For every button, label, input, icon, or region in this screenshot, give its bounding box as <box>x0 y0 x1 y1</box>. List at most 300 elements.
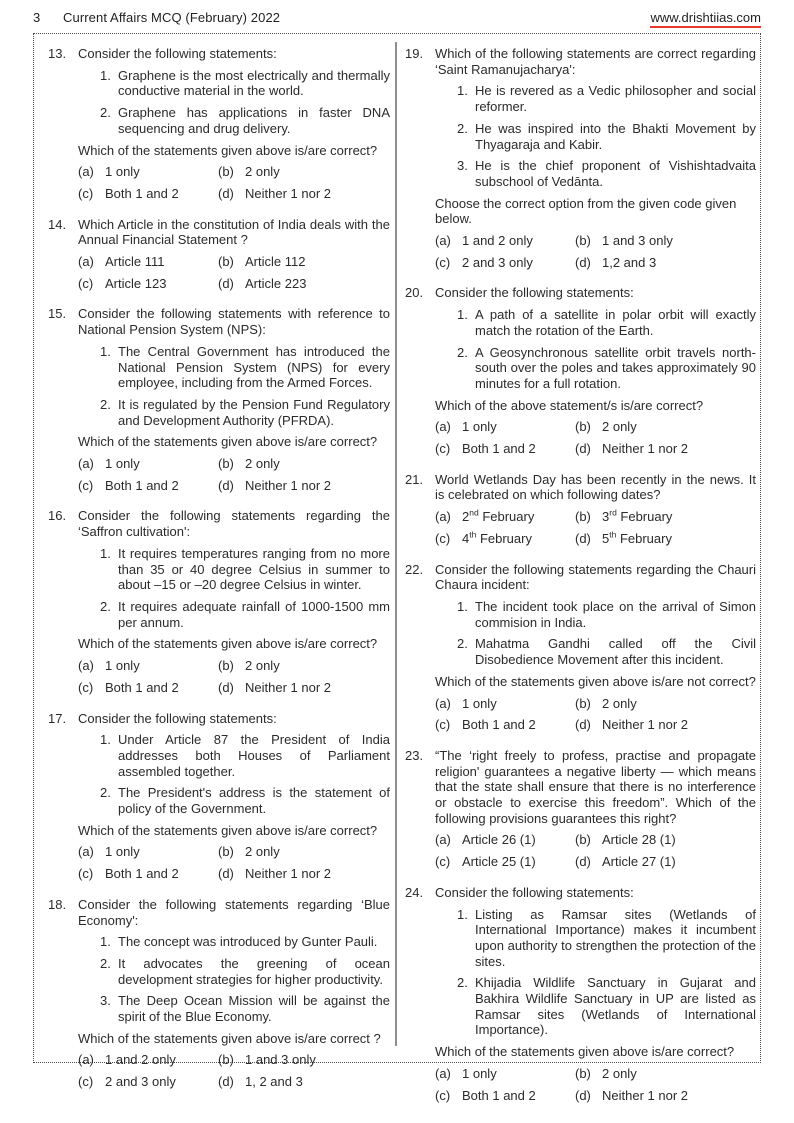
option-text-base: 2 <box>462 509 470 525</box>
question-text: “The ‘right freely to profess, practise and propagate religion' guarantees a negative liberty — which means that the state shall ensure that there is no interference or obstacle to exercise this freedom”. Which of the following provisions guarantees this right? <box>435 747 756 826</box>
option-label: (a) <box>435 1065 451 1081</box>
statement-item <box>100 68 390 99</box>
option-item <box>575 1066 756 1082</box>
option-label: (a) <box>435 233 451 249</box>
question-number: 18. <box>48 896 67 912</box>
option-item <box>435 255 575 271</box>
option-label: (d) <box>575 530 591 546</box>
option-text: 1 only <box>462 695 497 711</box>
option-item <box>218 478 390 494</box>
option-text: 1 and 2 only <box>462 233 533 249</box>
option-label: (a) <box>78 658 94 674</box>
statement-number: 1. <box>100 67 111 83</box>
option-label: (d) <box>575 717 591 733</box>
statement-number: 1. <box>457 598 468 614</box>
statement-item <box>100 732 390 779</box>
option-text-rest: February <box>476 530 532 546</box>
option-ordinal-suffix: rd <box>609 507 617 518</box>
statement-text: A Geosynchronous satellite orbit travels north-south over the poles and takes approximately 90 minutes for a full rotation. <box>475 344 756 391</box>
option-text: 2 and 3 only <box>105 1074 176 1090</box>
document-title: Current Affairs MCQ (February) 2022 <box>63 10 281 25</box>
option-item <box>218 186 390 202</box>
question-header <box>405 748 756 870</box>
option-text: Article 111 <box>105 254 165 270</box>
question-prompt: Which of the statements given above is/are correct? <box>78 822 378 838</box>
question-prompt: Which of the statements given above is/are correct? <box>435 1044 735 1060</box>
option-item <box>218 658 390 674</box>
option-item <box>575 509 756 525</box>
option-label: (d) <box>575 441 591 457</box>
option-text: 1 only <box>462 419 497 435</box>
statement-text: The incident took place on the arrival of Simon commision in India. <box>475 598 756 630</box>
options-grid <box>78 456 390 493</box>
question-number: 15. <box>48 306 67 322</box>
question-prompt: Which of the statements given above is/are not correct? <box>435 673 756 689</box>
option-text: Both 1 and 2 <box>462 441 536 457</box>
option-label: (c) <box>78 679 94 695</box>
option-ordinal-suffix: nd <box>469 507 479 518</box>
question-body <box>78 217 390 292</box>
option-label: (c) <box>78 185 94 201</box>
option-text <box>462 509 534 525</box>
question-block <box>48 508 390 695</box>
option-label: (b) <box>575 233 591 249</box>
option-label: (b) <box>218 456 234 472</box>
question-header <box>48 306 390 493</box>
question-header <box>405 562 756 733</box>
question-body <box>435 562 756 733</box>
option-label: (d) <box>218 1074 234 1090</box>
statement-number: 2. <box>457 120 468 136</box>
question-body <box>435 885 756 1103</box>
option-label: (b) <box>218 254 234 270</box>
option-text: 1 only <box>105 844 140 860</box>
question-text: Consider the following statements: <box>78 710 277 726</box>
option-item <box>435 717 575 733</box>
option-item <box>218 844 390 860</box>
option-label: (c) <box>435 1087 451 1103</box>
question-text: World Wetlands Day has been recently in the news. It is celebrated on which following dates? <box>435 471 756 503</box>
statement-text: The President's address is the statement of policy of the Government. <box>118 785 390 817</box>
question-text: Which Article in the constitution of India deals with the Annual Financial Statement ? <box>78 216 390 248</box>
statement-number: 1. <box>457 307 468 323</box>
statement-text: The Deep Ocean Mission will be against the spirit of the Blue Economy. <box>118 993 390 1025</box>
statement-text: It requires temperatures ranging from no more than 35 or 40 degree Celsius in summer to about –15 or –20 degree Celsius in winter. <box>118 545 390 593</box>
option-item <box>78 186 218 202</box>
statement-item <box>457 83 756 114</box>
option-text: Article 223 <box>245 275 307 291</box>
option-text: 2 only <box>245 164 280 180</box>
option-label: (c) <box>435 717 451 733</box>
statement-item <box>100 599 390 630</box>
options-grid <box>435 832 756 869</box>
statement-item <box>100 956 390 987</box>
question-number: 22. <box>405 561 424 577</box>
option-item <box>435 419 575 435</box>
statement-item <box>100 934 390 950</box>
option-item <box>435 854 575 870</box>
option-item <box>435 233 575 249</box>
statement-item <box>100 344 390 391</box>
option-text: Article 25 (1) <box>462 854 536 870</box>
question-text: Which of the following statements are correct regarding ‘Saint Ramanujacharya': <box>435 46 756 77</box>
option-label: (c) <box>435 854 451 870</box>
option-text: 2 only <box>602 695 637 711</box>
option-label: (c) <box>78 477 94 493</box>
option-item <box>218 1052 390 1068</box>
question-number: 20. <box>405 285 424 301</box>
question-number: 13. <box>48 46 67 61</box>
option-label: (c) <box>78 275 94 291</box>
question-prompt: Which of the statements given above is/are correct? <box>78 636 378 652</box>
question-block <box>405 46 756 270</box>
option-item <box>78 456 218 472</box>
option-text: Article 26 (1) <box>462 832 536 848</box>
question-header <box>48 46 390 202</box>
statement-text: He is revered as a Vedic philosopher and social reformer. <box>475 83 756 115</box>
question-block <box>405 562 756 733</box>
option-label: (b) <box>218 1052 234 1068</box>
option-label: (b) <box>575 509 591 525</box>
option-item <box>435 1088 575 1104</box>
option-text: Neither 1 nor 2 <box>245 679 331 695</box>
statement-item <box>457 345 756 392</box>
option-text: 2 only <box>245 456 280 472</box>
page-number: 3 <box>33 10 41 25</box>
statement-text: It advocates the greening of ocean development strategies for higher productivity. <box>118 955 390 987</box>
question-block <box>48 711 390 882</box>
question-body <box>435 472 756 547</box>
option-text: Article 27 (1) <box>602 854 676 870</box>
option-item <box>435 509 575 525</box>
option-item <box>435 531 575 547</box>
option-ordinal-suffix: th <box>469 529 477 540</box>
option-item <box>435 696 575 712</box>
option-text <box>602 509 672 525</box>
statement-item <box>100 993 390 1024</box>
option-item <box>575 531 756 547</box>
statement-number: 2. <box>100 785 111 801</box>
question-body <box>78 897 390 1090</box>
option-label: (d) <box>218 679 234 695</box>
option-text: Neither 1 nor 2 <box>245 866 331 882</box>
option-item <box>575 696 756 712</box>
option-item <box>218 456 390 472</box>
question-header <box>405 46 756 270</box>
option-item <box>78 866 218 882</box>
option-text <box>602 531 672 547</box>
option-text: Both 1 and 2 <box>462 717 536 733</box>
question-body <box>435 46 756 270</box>
option-item <box>218 866 390 882</box>
statement-item <box>457 975 756 1038</box>
statement-number: 2. <box>100 105 111 121</box>
option-text: 1 and 3 only <box>602 233 673 249</box>
option-item <box>78 254 218 270</box>
option-text: 1 and 3 only <box>245 1052 316 1068</box>
option-ordinal-suffix: th <box>609 529 617 540</box>
question-body <box>78 508 390 695</box>
question-number: 17. <box>48 710 67 726</box>
option-item <box>575 441 756 457</box>
question-prompt: Which of the statements given above is/are correct ? <box>78 1030 381 1046</box>
option-label: (a) <box>78 1052 94 1068</box>
statement-number: 3. <box>457 158 468 174</box>
option-item <box>575 717 756 733</box>
option-text: 1 and 2 only <box>105 1052 176 1068</box>
question-header <box>405 885 756 1103</box>
statement-number: 2. <box>457 344 468 360</box>
option-item <box>78 1074 218 1090</box>
option-text: 1 only <box>105 658 140 674</box>
question-header <box>405 472 756 547</box>
option-text: 1 only <box>105 456 140 472</box>
statement-item <box>457 636 756 667</box>
option-text: Neither 1 nor 2 <box>245 185 331 201</box>
option-label: (a) <box>78 164 94 180</box>
option-item <box>575 854 756 870</box>
option-label: (a) <box>78 456 94 472</box>
option-item <box>78 844 218 860</box>
question-block <box>405 285 756 456</box>
statement-text: Under Article 87 the President of India addresses both Houses of Parliament assembled together. <box>118 732 390 779</box>
question-body <box>78 306 390 493</box>
statement-text: He is the chief proponent of Vishishtadvaita subschool of Vedānta. <box>475 158 756 189</box>
statement-text: It requires adequate rainfall of 1000-1500 mm per annum. <box>118 598 390 630</box>
option-text-base: 5 <box>602 530 610 546</box>
option-text: Neither 1 nor 2 <box>602 441 688 457</box>
option-label: (d) <box>218 185 234 201</box>
option-text: 2 only <box>245 844 280 860</box>
statement-item <box>457 158 756 189</box>
option-text: 1,2 and 3 <box>602 254 657 270</box>
options-grid <box>435 1066 756 1103</box>
option-text: 2 only <box>602 1065 637 1081</box>
option-text-base: 4 <box>462 530 470 546</box>
question-body <box>78 711 390 882</box>
question-number: 24. <box>405 884 424 900</box>
option-item <box>78 276 218 292</box>
statement-number: 1. <box>457 83 468 99</box>
statement-number: 2. <box>457 975 468 991</box>
website-link[interactable]: www.drishtiias.com <box>650 10 761 28</box>
question-number: 19. <box>405 46 424 61</box>
option-label: (c) <box>435 530 451 546</box>
option-item <box>435 832 575 848</box>
option-text: Both 1 and 2 <box>105 866 179 882</box>
options-grid <box>78 164 390 201</box>
option-label: (d) <box>575 254 591 270</box>
option-text: Both 1 and 2 <box>105 679 179 695</box>
option-item <box>575 255 756 271</box>
question-text: Consider the following statements: <box>435 884 634 900</box>
statement-item <box>100 785 390 816</box>
statement-item <box>100 105 390 136</box>
question-header <box>405 285 756 456</box>
option-text: Neither 1 nor 2 <box>602 1087 688 1103</box>
options-grid <box>435 509 756 546</box>
option-label: (b) <box>575 419 591 435</box>
statement-number: 3. <box>100 993 111 1009</box>
option-label: (a) <box>78 844 94 860</box>
question-body <box>435 748 756 870</box>
options-grid <box>78 844 390 881</box>
statement-number: 1. <box>100 343 111 359</box>
options-grid <box>78 658 390 695</box>
option-item <box>78 680 218 696</box>
question-header <box>48 217 390 292</box>
option-text-rest: February <box>478 509 535 525</box>
option-text: 1 only <box>105 164 140 180</box>
option-text: 1, 2 and 3 <box>245 1074 303 1090</box>
question-header <box>48 711 390 882</box>
question-text: Consider the following statements: <box>78 46 277 61</box>
option-label: (d) <box>575 854 591 870</box>
page-header <box>33 10 761 28</box>
questions-column-left <box>34 34 395 1090</box>
options-grid <box>435 233 756 270</box>
options-grid <box>435 696 756 733</box>
question-text: Consider the following statements regarding the ‘Saffron cultivation': <box>78 508 390 540</box>
option-text: Neither 1 nor 2 <box>602 717 688 733</box>
option-label: (b) <box>575 695 591 711</box>
option-label: (a) <box>435 419 451 435</box>
option-label: (a) <box>435 695 451 711</box>
option-text: Neither 1 nor 2 <box>245 477 331 493</box>
options-grid <box>78 254 390 291</box>
option-label: (d) <box>218 866 234 882</box>
question-block <box>48 217 390 292</box>
statement-number: 1. <box>457 906 468 922</box>
option-item <box>575 832 756 848</box>
question-block <box>405 472 756 547</box>
option-text <box>462 531 532 547</box>
statement-number: 2. <box>457 636 468 652</box>
option-text: Article 112 <box>245 254 306 270</box>
option-item <box>78 478 218 494</box>
option-label: (c) <box>78 866 94 882</box>
option-label: (c) <box>78 1074 94 1090</box>
statement-number: 1. <box>100 732 111 748</box>
option-text: 2 only <box>602 419 637 435</box>
question-block <box>405 748 756 870</box>
option-label: (a) <box>435 509 451 525</box>
statement-text: The Central Government has introduced the National Pension System (NPS) for every employee, including from the Armed Forces. <box>118 343 390 391</box>
options-grid <box>78 1052 390 1089</box>
option-item <box>435 441 575 457</box>
option-text: Both 1 and 2 <box>105 185 179 201</box>
option-label: (a) <box>78 254 94 270</box>
option-text: 2 only <box>245 658 280 674</box>
option-label: (d) <box>218 477 234 493</box>
option-text: Both 1 and 2 <box>105 477 179 493</box>
question-block <box>48 306 390 493</box>
option-text: Both 1 and 2 <box>462 1087 536 1103</box>
option-label: (c) <box>435 254 451 270</box>
option-item <box>78 1052 218 1068</box>
option-label: (c) <box>435 441 451 457</box>
option-item <box>575 233 756 249</box>
statement-number: 2. <box>100 396 111 412</box>
question-block <box>48 46 390 202</box>
option-item <box>218 276 390 292</box>
statement-item <box>100 397 390 428</box>
question-number: 16. <box>48 508 67 524</box>
statement-item <box>457 599 756 630</box>
option-item <box>218 1074 390 1090</box>
option-text-rest: February <box>616 509 673 525</box>
option-text: 2 and 3 only <box>462 254 533 270</box>
statement-number: 2. <box>100 598 111 614</box>
option-text: Article 28 (1) <box>602 832 676 848</box>
option-item <box>218 164 390 180</box>
option-item <box>78 164 218 180</box>
statement-text: Mahatma Gandhi called off the Civil Disobedience Movement after this incident. <box>475 636 756 668</box>
option-item <box>78 658 218 674</box>
option-text: Article 123 <box>105 275 167 291</box>
option-label: (d) <box>218 275 234 291</box>
question-prompt: Which of the above statement/s is/are correct? <box>435 397 704 413</box>
statement-text: Listing as Ramsar sites (Wetlands of International Importance) makes it incumbent upon authority to strengthen the protection of the sites. <box>475 906 756 969</box>
option-label: (b) <box>575 1065 591 1081</box>
option-label: (b) <box>218 164 234 180</box>
questions-column-right <box>397 34 758 1103</box>
statement-text: It is regulated by the Pension Fund Regulatory and Development Authority (PFRDA). <box>118 396 390 428</box>
option-label: (d) <box>575 1087 591 1103</box>
statement-text: Khijadia Wildlife Sanctuary in Gujarat and Bakhira Wildlife Sanctuary in UP are listed as Ramsar sites (Wetlands of International Importance). <box>475 975 756 1038</box>
question-text: Consider the following statements: <box>435 285 634 301</box>
option-item <box>575 1088 756 1104</box>
option-label: (b) <box>575 832 591 848</box>
statement-text: A path of a satellite in polar orbit will exactly match the rotation of the Earth. <box>475 307 756 338</box>
statement-item <box>457 907 756 970</box>
question-text: Consider the following statements with reference to National Pension System (NPS): <box>78 306 390 338</box>
question-block <box>48 897 390 1090</box>
option-item <box>435 1066 575 1082</box>
statement-text: The concept was introduced by Gunter Pauli. <box>118 934 378 950</box>
question-number: 21. <box>405 471 424 487</box>
option-text-base: 3 <box>602 509 610 525</box>
options-grid <box>435 419 756 456</box>
question-number: 23. <box>405 747 424 763</box>
question-prompt: Choose the correct option from the given code given below. <box>435 195 737 227</box>
question-number: 14. <box>48 216 67 232</box>
question-header <box>48 508 390 695</box>
statement-item <box>457 307 756 338</box>
option-item <box>575 419 756 435</box>
question-prompt: Which of the statements given above is/are correct? <box>78 434 378 450</box>
statement-text: Graphene is the most electrically and thermally conductive material in the world. <box>118 67 390 99</box>
statement-number: 1. <box>100 545 111 561</box>
statement-number: 1. <box>100 934 111 950</box>
page-border-box <box>33 33 761 1103</box>
option-item <box>218 254 390 270</box>
statement-text: He was inspired into the Bhakti Movement by Thyagaraja and Kabir. <box>475 120 756 152</box>
question-text: Consider the following statements regarding ‘Blue Economy': <box>78 896 390 928</box>
question-header <box>48 897 390 1090</box>
question-prompt: Which of the statements given above is/are correct? <box>78 142 378 158</box>
question-body <box>435 285 756 456</box>
option-label: (a) <box>435 832 451 848</box>
question-text: Consider the following statements regarding the Chauri Chaura incident: <box>435 561 756 593</box>
statement-item <box>100 546 390 593</box>
option-text: 1 only <box>462 1065 497 1081</box>
question-body <box>78 46 390 202</box>
question-block <box>405 885 756 1103</box>
statement-number: 2. <box>100 955 111 971</box>
statement-text: Graphene has applications in faster DNA sequencing and drug delivery. <box>118 105 390 136</box>
option-text-rest: February <box>616 530 672 546</box>
